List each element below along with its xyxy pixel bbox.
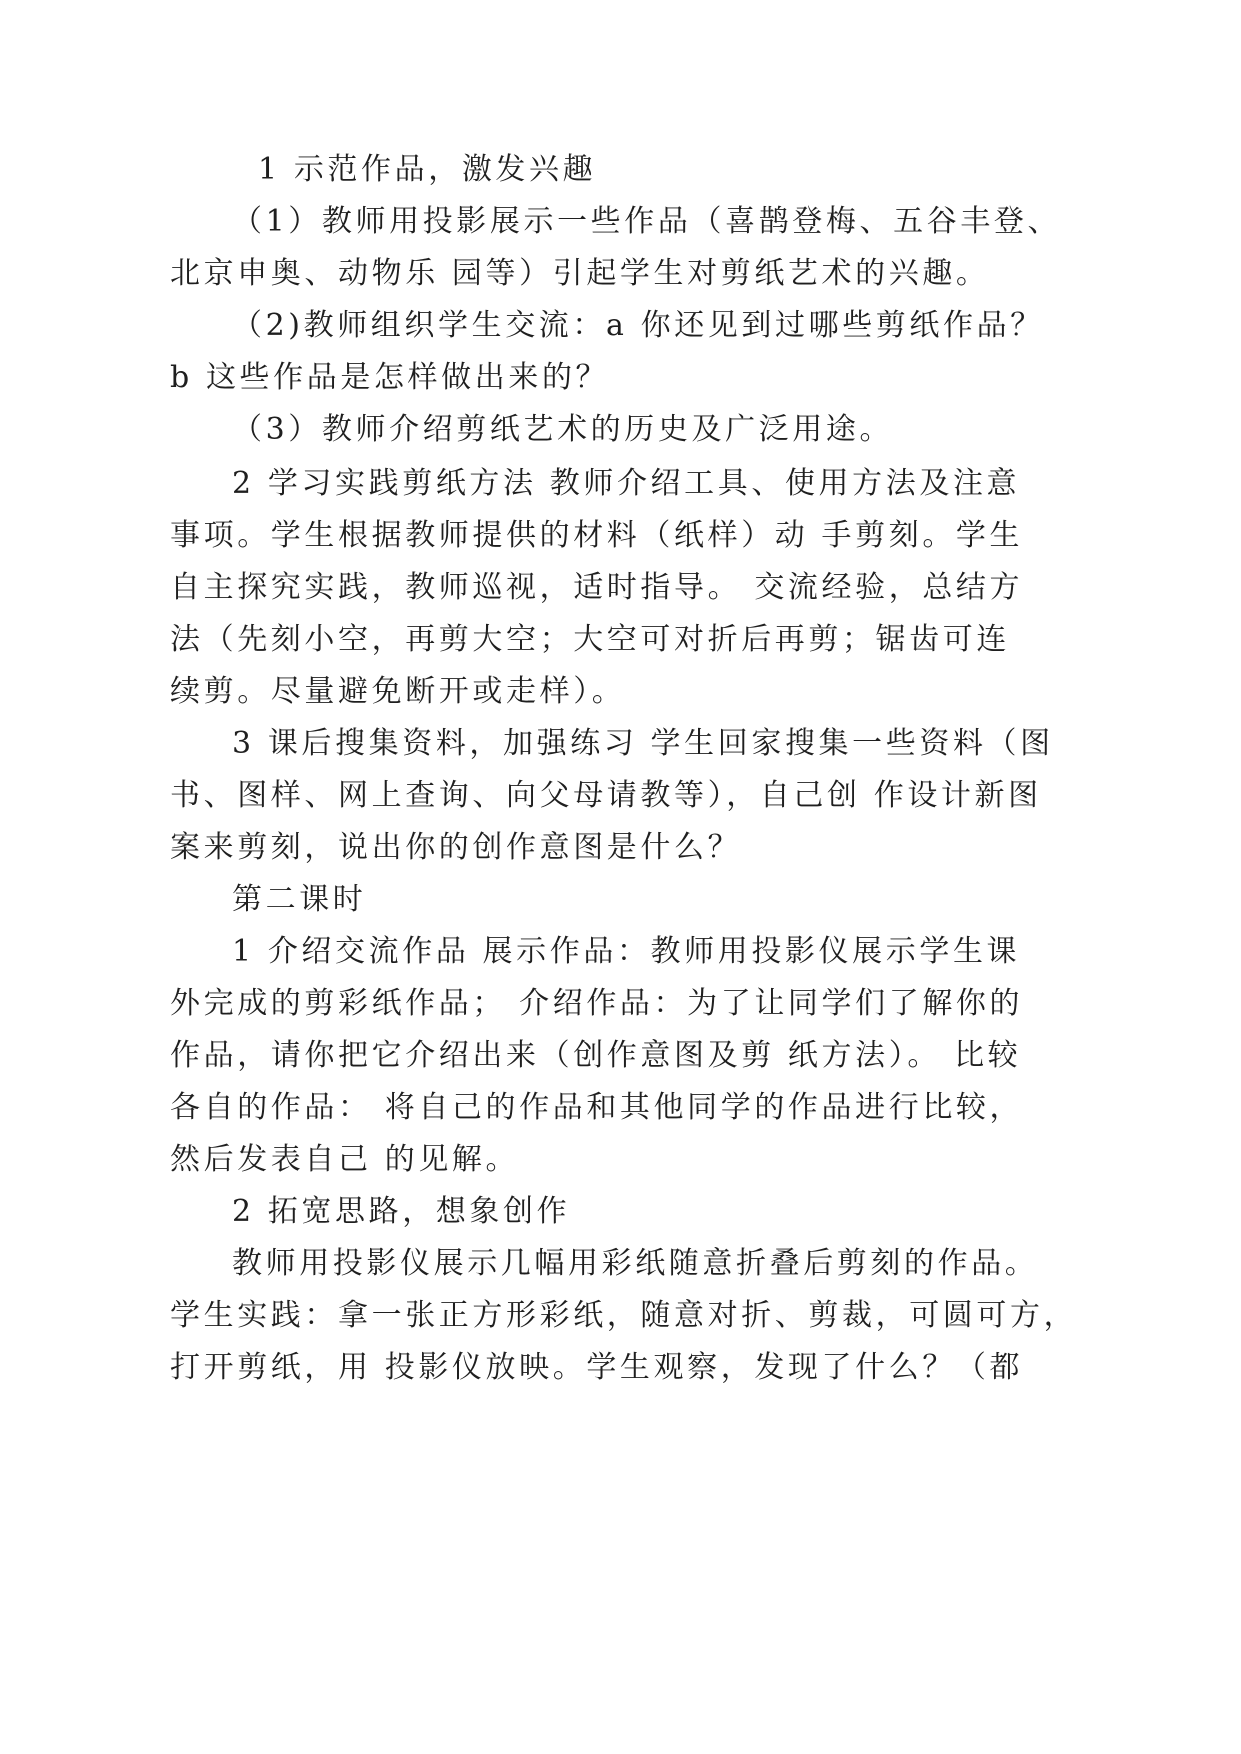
paragraph-line: 法（先刻小空，再剪大空；大空可对折后再剪；锯齿可连	[170, 622, 1010, 657]
paragraph-line: 北京申奥、动物乐 园等）引起学生对剪纸艺术的兴趣。	[170, 256, 990, 291]
paragraph-line: b 这些作品是怎样做出来的？	[170, 360, 610, 395]
paragraph-line: 作品，请你把它介绍出来（创作意图及剪 纸方法）。 比较	[170, 1038, 1022, 1073]
paragraph-line: 打开剪纸，用 投影仪放映。学生观察，发现了什么？（都	[170, 1350, 1024, 1385]
paragraph-line: 教师用投影仪展示几幅用彩纸随意折叠后剪刻的作品。	[232, 1246, 1039, 1281]
paragraph-line: 2 学习实践剪纸方法 教师介绍工具、使用方法及注意	[232, 466, 1021, 501]
paragraph-line: 2 拓宽思路，想象创作	[232, 1194, 571, 1229]
paragraph-line: 1 介绍交流作品 展示作品：教师用投影仪展示学生课	[232, 934, 1021, 969]
paragraph-line: 各自的作品： 将自己的作品和其他同学的作品进行比较，	[170, 1090, 1024, 1125]
paragraph-line: 续剪。尽量避免断开或走样）。	[170, 674, 626, 709]
heading-demo-works: 1 示范作品，激发兴趣	[258, 152, 597, 187]
paragraph-line: （3）教师介绍剪纸艺术的历史及广泛用途。	[232, 412, 894, 447]
paragraph-line: 然后发表自己 的见解。	[170, 1142, 520, 1177]
paragraph-line: （1）教师用投影展示一些作品（喜鹊登梅、五谷丰登、	[232, 204, 1062, 239]
paragraph-line: 自主探究实践，教师巡视，适时指导。 交流经验，总结方	[170, 570, 1024, 605]
paragraph-line: 学生实践：拿一张正方形彩纸，随意对折、剪裁，可圆可方，	[170, 1298, 1078, 1333]
paragraph-line: （2)教师组织学生交流：a 你还见到过哪些剪纸作品？	[232, 308, 1044, 343]
paragraph-line: 3 课后搜集资料，加强练习 学生回家搜集一些资料（图	[232, 726, 1054, 761]
paragraph-line: 外完成的剪彩纸作品； 介绍作品：为了让同学们了解你的	[170, 986, 1024, 1021]
paragraph-line: 案来剪刻，说出你的创作意图是什么？	[170, 830, 742, 865]
paragraph-line: 书、图样、网上查询、向父母请教等），自己创 作设计新图	[170, 778, 1042, 813]
paragraph-line: 事项。学生根据教师提供的材料（纸样）动 手剪刻。学生	[170, 518, 1024, 553]
section-title-second-lesson: 第二课时	[232, 882, 367, 917]
